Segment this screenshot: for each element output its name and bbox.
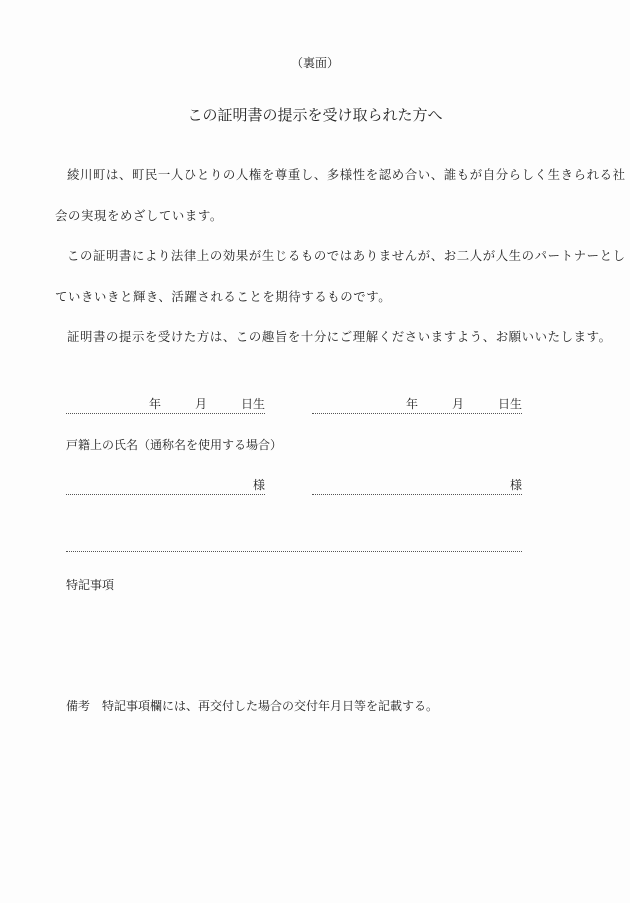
registered-name-label: 戸籍上の氏名（通称名を使用する場合）	[66, 438, 283, 452]
paragraph-3: 証明書の提示を受けた方は、この趣旨を十分にご理解くださいますよう、お願いいたします。	[67, 329, 612, 344]
paragraph-2-line-2: ていきいきと輝き、活躍されることを期待するものです。	[55, 289, 392, 304]
honorific-label: 様	[252, 478, 265, 492]
paragraph-1-line-1: 綾川町は、町民一人ひとりの人権を尊重し、多様性を認め合い、誰もが自分らしく生きられる社	[67, 167, 626, 182]
name-field-1[interactable]	[66, 476, 265, 495]
remark-text: 備考 特記事項欄には、再交付した場合の交付年月日等を記載する。	[66, 699, 439, 713]
year-label: 年	[406, 397, 419, 411]
birthdate-field-1[interactable]	[66, 395, 265, 414]
special-notes-label: 特記事項	[66, 578, 115, 592]
name-field-2[interactable]	[312, 476, 522, 495]
full-width-field[interactable]	[66, 533, 522, 552]
day-label: 日生	[241, 397, 266, 411]
paragraph-1-line-2: 会の実現をめざしています。	[55, 208, 223, 223]
year-label: 年	[149, 397, 162, 411]
honorific-label: 様	[509, 478, 522, 492]
birthdate-field-2[interactable]	[312, 395, 522, 414]
day-label: 日生	[498, 397, 523, 411]
page-title: この証明書の提示を受け取られた方へ	[187, 106, 443, 124]
paragraph-2-line-1: この証明書により法律上の効果が生じるものではありませんが、お二人が人生のパートナーとし	[67, 248, 626, 263]
month-label: 月	[452, 397, 465, 411]
month-label: 月	[195, 397, 208, 411]
side-label: （裏面）	[290, 56, 339, 70]
